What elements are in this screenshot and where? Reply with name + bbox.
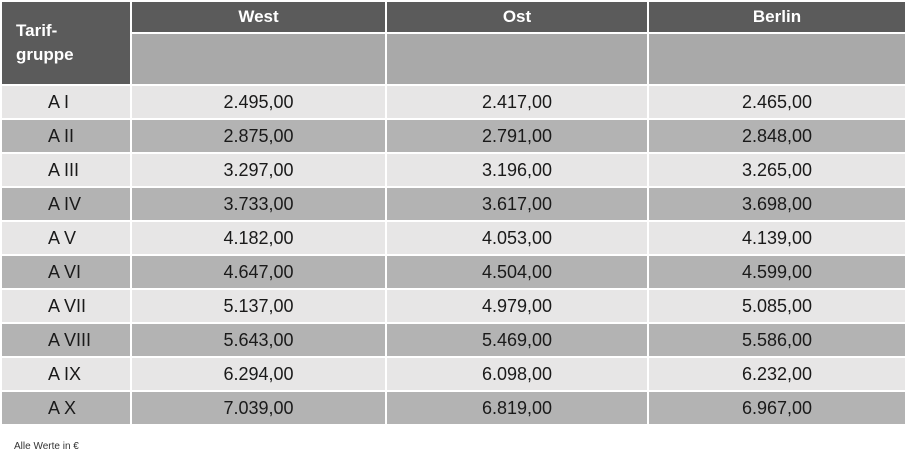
ost-value-cell: 4.979,00 [386, 289, 648, 323]
header-tarifgruppe [1, 1, 131, 85]
west-value-cell: 2.495,00 [131, 85, 386, 119]
tarifgruppe-cell: A IX [1, 357, 131, 391]
west-value-cell: 3.297,00 [131, 153, 386, 187]
header-berlin: Berlin [648, 1, 905, 33]
ost-value-cell: 6.098,00 [386, 357, 648, 391]
berlin-value-cell: 5.586,00 [648, 323, 905, 357]
tarifgruppe-cell: A II [1, 119, 131, 153]
tarifgruppe-cell: A VI [1, 255, 131, 289]
tarifgruppe-cell: A IV [1, 187, 131, 221]
tarifgruppe-cell: A I [1, 85, 131, 119]
berlin-value-cell: 2.848,00 [648, 119, 905, 153]
table-row [1, 187, 905, 221]
table-row [1, 221, 905, 255]
header-tarifgruppe-label: Tarif- gruppe [16, 21, 74, 64]
header-spacer-west [131, 33, 386, 85]
west-value-cell: 5.137,00 [131, 289, 386, 323]
berlin-value-cell: 3.265,00 [648, 153, 905, 187]
tarifgruppe-cell: A VII [1, 289, 131, 323]
berlin-value-cell: 6.232,00 [648, 357, 905, 391]
west-value-cell: 4.647,00 [131, 255, 386, 289]
header-spacer-berlin [648, 33, 905, 85]
west-value-cell: 4.182,00 [131, 221, 386, 255]
berlin-value-cell: 4.139,00 [648, 221, 905, 255]
ost-value-cell: 2.417,00 [386, 85, 648, 119]
west-value-cell: 2.875,00 [131, 119, 386, 153]
ost-value-cell: 5.469,00 [386, 323, 648, 357]
table-row [1, 323, 905, 357]
tarifgruppe-cell: A VIII [1, 323, 131, 357]
table-header [1, 1, 905, 85]
ost-value-cell: 4.504,00 [386, 255, 648, 289]
table-row [1, 255, 905, 289]
header-ost: Ost [386, 1, 648, 33]
table-body [1, 85, 905, 425]
table-row [1, 391, 905, 425]
ost-value-cell: 3.617,00 [386, 187, 648, 221]
header-west: West [131, 1, 386, 33]
tarifgruppe-cell: A V [1, 221, 131, 255]
ost-value-cell: 3.196,00 [386, 153, 648, 187]
ost-value-cell: 2.791,00 [386, 119, 648, 153]
berlin-value-cell: 5.085,00 [648, 289, 905, 323]
table-row [1, 85, 905, 119]
table-row [1, 153, 905, 187]
tarifgruppe-cell: A X [1, 391, 131, 425]
berlin-value-cell: 6.967,00 [648, 391, 905, 425]
berlin-value-cell: 4.599,00 [648, 255, 905, 289]
table-row [1, 119, 905, 153]
footnote: Alle Werte in € [14, 441, 79, 452]
header-spacer-ost [386, 33, 648, 85]
table-row [1, 289, 905, 323]
west-value-cell: 6.294,00 [131, 357, 386, 391]
west-value-cell: 5.643,00 [131, 323, 386, 357]
table-row [1, 357, 905, 391]
berlin-value-cell: 2.465,00 [648, 85, 905, 119]
west-value-cell: 7.039,00 [131, 391, 386, 425]
ost-value-cell: 6.819,00 [386, 391, 648, 425]
west-value-cell: 3.733,00 [131, 187, 386, 221]
ost-value-cell: 4.053,00 [386, 221, 648, 255]
berlin-value-cell: 3.698,00 [648, 187, 905, 221]
tarifgruppe-cell: A III [1, 153, 131, 187]
